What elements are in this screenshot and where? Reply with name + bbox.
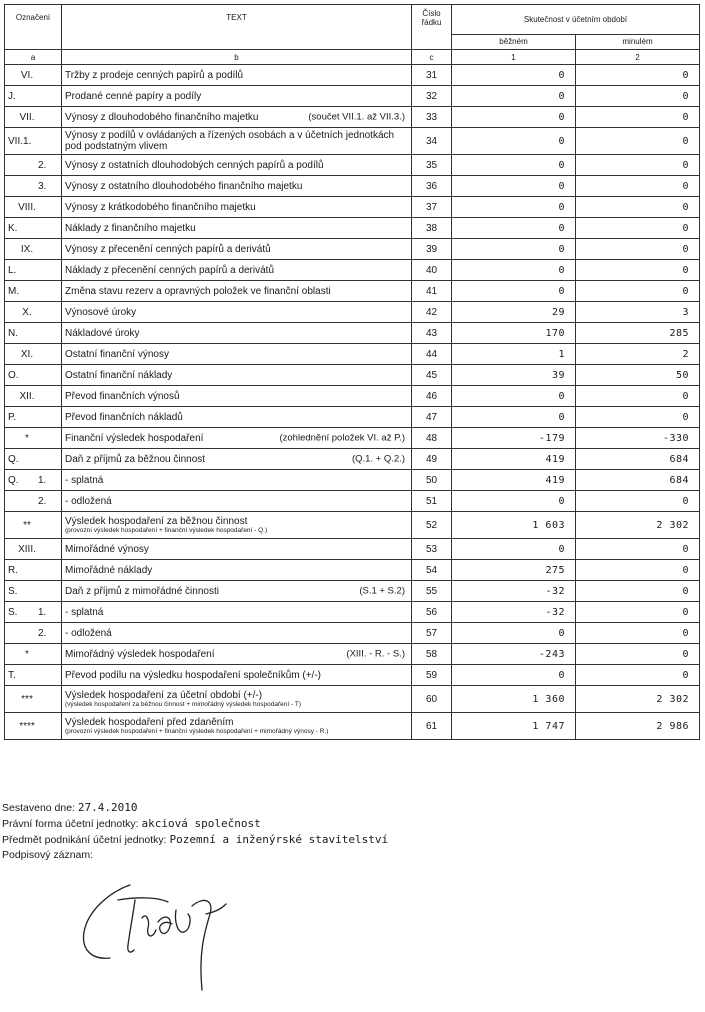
table-row [5, 239, 700, 260]
row-text [62, 218, 412, 239]
row-mark [5, 560, 62, 581]
row-text [62, 512, 412, 539]
row-text [62, 644, 412, 665]
row-current-value: -32 [452, 581, 576, 602]
handwritten-signature [80, 870, 270, 1005]
row-text [62, 239, 412, 260]
row-previous-value: 0 [576, 218, 700, 239]
row-mark-label: R. [8, 564, 18, 576]
row-text-main: Ostatní finanční výnosy [65, 348, 169, 360]
row-mark-label: **** [19, 720, 35, 732]
row-mark [5, 128, 62, 155]
row-mark-label: IX. [20, 243, 34, 255]
table-row [5, 581, 700, 602]
row-previous-value: 2 302 [576, 686, 700, 713]
row-line-number: 41 [412, 281, 452, 302]
row-line-number: 43 [412, 323, 452, 344]
row-text [62, 623, 412, 644]
row-current-value: 0 [452, 107, 576, 128]
row-text-main: Výsledek hospodaření před zdaněním [65, 717, 234, 728]
row-text [62, 449, 412, 470]
row-previous-value: 0 [576, 197, 700, 218]
row-text-main: Výnosy z přecenění cenných papírů a derivátů [65, 243, 271, 255]
row-current-value: 419 [452, 449, 576, 470]
row-text-main: - odložená [65, 495, 112, 507]
row-previous-value: 0 [576, 107, 700, 128]
row-text-main: Prodané cenné papíry a podíly [65, 90, 202, 102]
row-current-value: 0 [452, 665, 576, 686]
row-current-value: 1 [452, 344, 576, 365]
business-line [2, 832, 388, 848]
row-text [62, 428, 412, 449]
row-mark-label: Q. [8, 474, 19, 486]
table-row [5, 365, 700, 386]
row-mark [5, 581, 62, 602]
row-text [62, 560, 412, 581]
table-row [5, 713, 700, 740]
row-text-main: Nákladové úroky [65, 327, 140, 339]
row-previous-value: 0 [576, 386, 700, 407]
row-mark-label: XI. [20, 348, 34, 360]
row-line-number: 37 [412, 197, 452, 218]
row-current-value: 0 [452, 239, 576, 260]
row-current-value: 170 [452, 323, 576, 344]
row-text-main: Výnosy z krátkodobého finančního majetku [65, 201, 256, 213]
legal-form-value: akciová společnost [141, 817, 261, 830]
row-text [62, 581, 412, 602]
row-line-number: 53 [412, 539, 452, 560]
sub-2: 2 [576, 50, 700, 65]
row-text-main: - splatná [65, 474, 104, 486]
row-current-value: 0 [452, 155, 576, 176]
row-line-number: 54 [412, 560, 452, 581]
header-previous: minulém [576, 35, 700, 50]
row-text-main: Mimořádný výsledek hospodaření [65, 648, 215, 660]
signature-label: Podpisový záznam: [2, 849, 94, 861]
row-text-main: Náklady z přecenění cenných papírů a derivátů [65, 264, 275, 276]
row-previous-value: 0 [576, 581, 700, 602]
row-mark-label: VII. [19, 111, 35, 123]
row-mark [5, 428, 62, 449]
row-current-value: 0 [452, 407, 576, 428]
row-line-number: 58 [412, 644, 452, 665]
row-text-main: Mimořádné výnosy [65, 543, 149, 555]
row-mark [5, 449, 62, 470]
table-row [5, 281, 700, 302]
row-previous-value: 2 302 [576, 512, 700, 539]
row-text-note: (provozní výsledek hospodaření + finanční výsledek hospodaření - Q.) [65, 527, 268, 534]
row-previous-value: 0 [576, 65, 700, 86]
row-mark [5, 323, 62, 344]
table-row [5, 86, 700, 107]
header-actual: Skutečnost v účetním období [452, 5, 700, 35]
table-row [5, 428, 700, 449]
income-statement-table [4, 4, 700, 740]
row-text [62, 602, 412, 623]
row-sub-mark: 1. [38, 474, 47, 486]
header-current: běžném [452, 35, 576, 50]
row-current-value: 0 [452, 128, 576, 155]
row-current-value: 0 [452, 260, 576, 281]
row-text [62, 281, 412, 302]
row-mark-label: XIII. [18, 543, 36, 555]
row-current-value: 0 [452, 86, 576, 107]
table-row [5, 260, 700, 281]
row-current-value: -179 [452, 428, 576, 449]
row-text [62, 665, 412, 686]
row-mark [5, 86, 62, 107]
row-text [62, 539, 412, 560]
row-line-number: 57 [412, 623, 452, 644]
row-sub-mark: 3. [38, 180, 47, 192]
table-row [5, 644, 700, 665]
row-mark-label: * [25, 648, 29, 660]
row-mark [5, 107, 62, 128]
row-text [62, 713, 412, 740]
row-mark-label: J. [8, 90, 16, 102]
table-row [5, 623, 700, 644]
table-row [5, 449, 700, 470]
row-line-number: 31 [412, 65, 452, 86]
row-mark-label: X. [22, 306, 32, 318]
row-current-value: 275 [452, 560, 576, 581]
row-text [62, 302, 412, 323]
row-current-value: 39 [452, 365, 576, 386]
row-text-main: Náklady z finančního majetku [65, 222, 196, 234]
row-line-number: 56 [412, 602, 452, 623]
row-text-main: - splatná [65, 606, 104, 618]
row-text [62, 491, 412, 512]
row-text-main: Výnosy z ostatního dlouhodobého finančního majetku [65, 180, 303, 192]
row-current-value: 0 [452, 491, 576, 512]
table-row [5, 602, 700, 623]
header-subrow [5, 50, 700, 65]
row-mark-label: S. [8, 606, 18, 618]
table-row [5, 491, 700, 512]
row-line-number: 47 [412, 407, 452, 428]
footer [2, 800, 388, 863]
row-text-main: Výnosy z dlouhodobého finančního majetku [65, 111, 259, 123]
row-line-number: 51 [412, 491, 452, 512]
compiled-label: Sestaveno dne: [2, 802, 75, 814]
row-line-number: 55 [412, 581, 452, 602]
row-mark-label: ** [23, 519, 31, 531]
row-mark [5, 197, 62, 218]
row-line-number: 61 [412, 713, 452, 740]
row-previous-value: 0 [576, 644, 700, 665]
table-row [5, 197, 700, 218]
business-label: Předmět podnikání účetní jednotky: [2, 834, 167, 846]
row-text-main: Daň z příjmů za běžnou činnost [65, 453, 206, 465]
row-mark [5, 491, 62, 512]
row-mark [5, 386, 62, 407]
table-row [5, 65, 700, 86]
row-current-value: 29 [452, 302, 576, 323]
row-text [62, 323, 412, 344]
row-text [62, 407, 412, 428]
row-line-number: 38 [412, 218, 452, 239]
row-formula: (Q.1. + Q.2.) [351, 453, 405, 465]
row-previous-value: 0 [576, 86, 700, 107]
row-previous-value: 50 [576, 365, 700, 386]
statement-sheet [4, 4, 699, 740]
row-text-main: Výsledek hospodaření za účetní období (+/-) [65, 690, 263, 701]
row-mark [5, 407, 62, 428]
row-sub-mark: 2. [38, 495, 47, 507]
row-line-number: 44 [412, 344, 452, 365]
row-previous-value: 0 [576, 176, 700, 197]
row-mark-label: VI. [20, 69, 34, 81]
table-row [5, 686, 700, 713]
row-text [62, 197, 412, 218]
row-current-value: 419 [452, 470, 576, 491]
row-sub-mark: 2. [38, 159, 47, 171]
row-mark [5, 512, 62, 539]
row-text-main: Převod finančních výnosů [65, 390, 180, 402]
row-line-number: 50 [412, 470, 452, 491]
row-text [62, 386, 412, 407]
row-mark-label: O. [8, 369, 19, 381]
row-line-number: 42 [412, 302, 452, 323]
table-row [5, 302, 700, 323]
table-row [5, 539, 700, 560]
row-mark [5, 470, 62, 491]
row-current-value: 0 [452, 176, 576, 197]
row-mark [5, 644, 62, 665]
header-text: TEXT [62, 5, 412, 50]
sub-c: c [412, 50, 452, 65]
row-line-number: 59 [412, 665, 452, 686]
row-text-main: Daň z příjmů z mimořádné činnosti [65, 585, 219, 597]
row-current-value: 0 [452, 281, 576, 302]
row-text-note: (provozní výsledek hospodaření + finanční výsledek hospodaření + mimořádný výnosy - R.) [65, 728, 329, 735]
row-current-value: 1 747 [452, 713, 576, 740]
row-mark-label: P. [8, 411, 17, 423]
row-previous-value: 2 [576, 344, 700, 365]
row-text [62, 65, 412, 86]
row-previous-value: 0 [576, 539, 700, 560]
row-mark-label: Q. [8, 453, 19, 465]
row-mark [5, 281, 62, 302]
legal-form-line [2, 816, 388, 832]
row-line-number: 35 [412, 155, 452, 176]
row-text [62, 365, 412, 386]
row-text-main: Tržby z prodeje cenných papírů a podílů [65, 69, 244, 81]
row-previous-value: 0 [576, 665, 700, 686]
row-mark-label: S. [8, 585, 18, 597]
row-previous-value: 0 [576, 602, 700, 623]
row-sub-mark: 2. [38, 627, 47, 639]
row-previous-value: 0 [576, 491, 700, 512]
row-mark [5, 539, 62, 560]
row-text-note: (výsledek hospodaření za běžnou činnost + mimořádný výsledek hospodaření - T) [65, 701, 301, 708]
row-text-main: - odložená [65, 627, 112, 639]
row-mark [5, 344, 62, 365]
table-row [5, 323, 700, 344]
row-previous-value: 684 [576, 449, 700, 470]
row-mark [5, 239, 62, 260]
compiled-value: 27.4.2010 [77, 801, 138, 814]
row-line-number: 60 [412, 686, 452, 713]
row-text [62, 260, 412, 281]
row-formula: (zohlednění položek VI. až P.) [279, 432, 405, 444]
row-text [62, 107, 412, 128]
table-row [5, 218, 700, 239]
row-formula: (XIII. - R. - S.) [346, 648, 405, 660]
row-line-number: 40 [412, 260, 452, 281]
row-line-number: 48 [412, 428, 452, 449]
row-mark [5, 365, 62, 386]
row-previous-value: 0 [576, 239, 700, 260]
table-row [5, 470, 700, 491]
row-line-number: 39 [412, 239, 452, 260]
row-mark [5, 623, 62, 644]
row-text-main: Finanční výsledek hospodaření [65, 432, 204, 444]
row-previous-value: 684 [576, 470, 700, 491]
row-mark [5, 260, 62, 281]
row-text [62, 686, 412, 713]
table-row [5, 512, 700, 539]
row-mark-label: *** [21, 693, 33, 705]
table-row [5, 176, 700, 197]
row-text-main: Výnosy z podílů v ovládaných a řízených osobách a v účetních jednotkách pod podstatným vlivem [65, 130, 395, 152]
row-text [62, 128, 412, 155]
row-formula: (součet VII.1. až VII.3.) [308, 111, 405, 123]
row-mark-label: VIII. [18, 201, 36, 213]
row-text [62, 470, 412, 491]
sub-b: b [62, 50, 412, 65]
row-previous-value: 0 [576, 623, 700, 644]
row-mark-label: XII. [19, 390, 35, 402]
compiled-line [2, 800, 388, 816]
row-current-value: 0 [452, 65, 576, 86]
row-current-value: 1 360 [452, 686, 576, 713]
row-mark [5, 65, 62, 86]
statement-rows [5, 65, 700, 740]
row-line-number: 34 [412, 128, 452, 155]
row-text-main: Výnosy z ostatních dlouhodobých cenných papírů a podílů [65, 159, 324, 171]
row-previous-value: 0 [576, 128, 700, 155]
row-line-number: 46 [412, 386, 452, 407]
table-row [5, 128, 700, 155]
header-mark: Označení [5, 5, 62, 50]
row-text [62, 176, 412, 197]
row-mark-label: * [25, 432, 29, 444]
row-text-main: Změna stavu rezerv a opravných položek ve finanční oblasti [65, 285, 331, 297]
row-text-main: Ostatní finanční náklady [65, 369, 173, 381]
table-row [5, 407, 700, 428]
table-row [5, 386, 700, 407]
business-value: Pozemní a inženýrské stavitelství [169, 833, 389, 846]
row-line-number: 52 [412, 512, 452, 539]
row-current-value: 0 [452, 539, 576, 560]
row-current-value: 0 [452, 218, 576, 239]
table-row [5, 560, 700, 581]
sub-a: a [5, 50, 62, 65]
row-mark-label: T. [8, 669, 16, 681]
row-mark-label: K. [8, 222, 18, 234]
row-previous-value: 0 [576, 260, 700, 281]
row-previous-value: -330 [576, 428, 700, 449]
table-row [5, 344, 700, 365]
legal-form-label: Právní forma účetní jednotky: [2, 818, 139, 830]
row-mark [5, 602, 62, 623]
row-previous-value: 0 [576, 560, 700, 581]
row-current-value: 0 [452, 386, 576, 407]
row-text-main: Převod podílu na výsledku hospodaření společníkům (+/-) [65, 669, 321, 681]
header-line: Číslo řádku [412, 5, 452, 50]
row-mark-label: VII.1. [8, 135, 32, 147]
table-row [5, 155, 700, 176]
row-text-main: Převod finančních nákladů [65, 411, 183, 423]
header-row [5, 5, 700, 35]
row-mark [5, 713, 62, 740]
row-line-number: 45 [412, 365, 452, 386]
row-mark [5, 686, 62, 713]
row-line-number: 33 [412, 107, 452, 128]
row-mark-label: L. [8, 264, 17, 276]
row-previous-value: 0 [576, 407, 700, 428]
row-previous-value: 0 [576, 155, 700, 176]
sub-1: 1 [452, 50, 576, 65]
row-mark [5, 176, 62, 197]
row-current-value: -32 [452, 602, 576, 623]
row-mark-label: M. [8, 285, 20, 297]
table-row [5, 665, 700, 686]
row-sub-mark: 1. [38, 606, 47, 618]
row-current-value: -243 [452, 644, 576, 665]
row-mark [5, 155, 62, 176]
row-current-value: 1 603 [452, 512, 576, 539]
row-formula: (S.1 + S.2) [359, 585, 405, 597]
row-text-main: Výnosové úroky [65, 306, 137, 318]
row-text [62, 344, 412, 365]
row-text [62, 155, 412, 176]
row-mark [5, 665, 62, 686]
row-previous-value: 285 [576, 323, 700, 344]
row-previous-value: 3 [576, 302, 700, 323]
row-text-main: Výsledek hospodaření za běžnou činnost [65, 516, 248, 527]
row-text-main: Mimořádné náklady [65, 564, 153, 576]
table-row [5, 107, 700, 128]
row-mark [5, 218, 62, 239]
row-current-value: 0 [452, 197, 576, 218]
row-current-value: 0 [452, 623, 576, 644]
row-mark [5, 302, 62, 323]
row-line-number: 49 [412, 449, 452, 470]
row-line-number: 32 [412, 86, 452, 107]
row-previous-value: 0 [576, 281, 700, 302]
row-mark-label: N. [8, 327, 18, 339]
row-text [62, 86, 412, 107]
row-line-number: 36 [412, 176, 452, 197]
row-previous-value: 2 986 [576, 713, 700, 740]
